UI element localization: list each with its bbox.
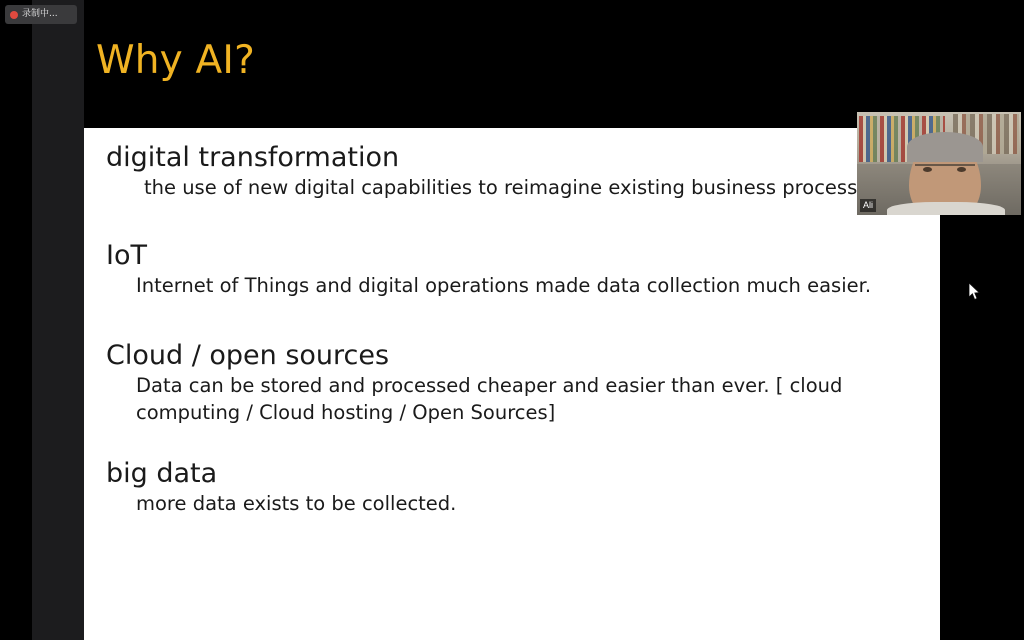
webcam-person-hair [907,132,983,162]
webcam-person-eye-right [957,167,966,172]
recording-label: 录制中... [22,9,58,19]
slide-section [106,340,926,427]
desktop-left-edge [0,0,32,640]
spacer [106,428,926,458]
section-body: Data can be stored and processed cheaper and easier than ever. [ cloud computing / Cloud hosting / Open Sources] [136,373,843,424]
slide-section [106,458,926,518]
slide-title: Why AI? [96,38,256,83]
desktop-left-strip [0,0,84,640]
mouse-pointer-icon [969,283,981,301]
section-body: more data exists to be collected. [136,492,457,516]
spacer [106,204,926,240]
record-dot-icon [10,11,18,19]
webcam-person-shirt [887,202,1005,215]
section-heading: digital transformation [106,142,400,173]
webcam-person-eye-left [923,167,932,172]
slide-section [106,142,926,202]
section-heading: big data [106,458,218,490]
presentation-slide [84,0,940,640]
recording-indicator[interactable] [5,5,77,24]
section-body: the use of new digital capabilities to reimagine existing business process [144,175,858,199]
section-heading: Cloud / open sources [106,339,390,371]
slide-section [106,240,926,300]
slide-content [84,128,940,640]
webcam-name-label: Ali [860,199,876,212]
section-heading: IoT [106,239,147,271]
desktop-right-strip [940,0,1024,640]
section-body: Internet of Things and digital operations made data collection much easier. [136,273,872,297]
webcam-thumbnail[interactable] [857,112,1021,215]
spacer [106,302,926,340]
